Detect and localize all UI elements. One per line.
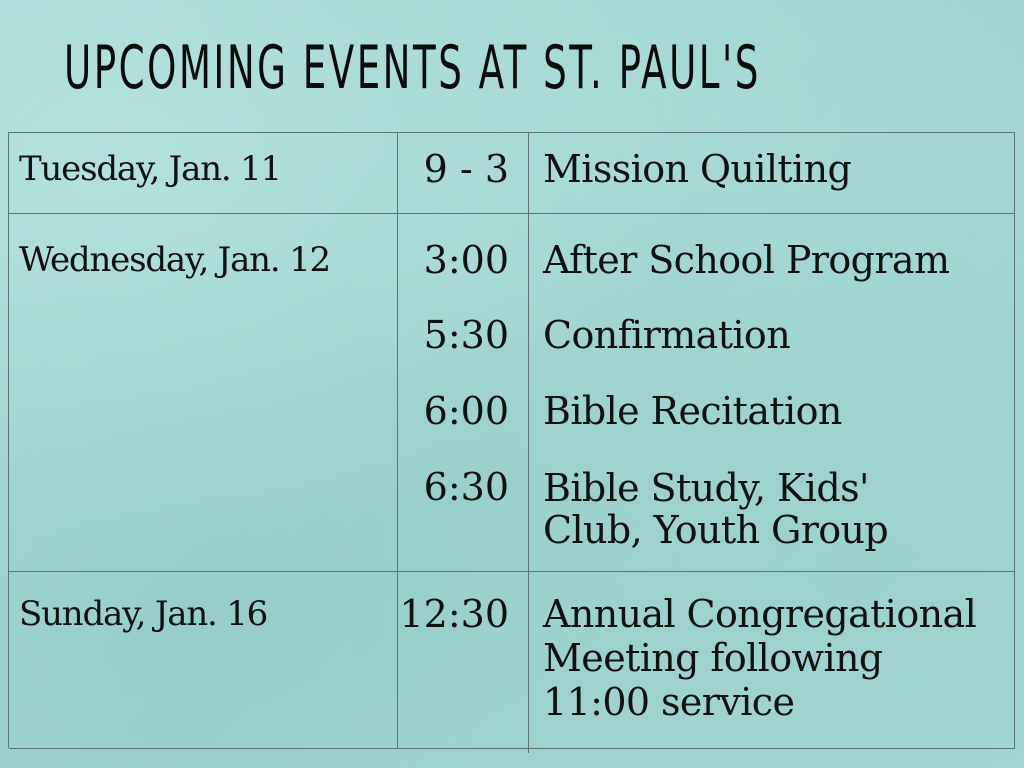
event-day: Tuesday, Jan. 11 — [19, 149, 281, 189]
event-row-wednesday — [9, 214, 1015, 572]
event-activity: Bible Recitation — [543, 389, 842, 433]
event-activity: Annual Congregational Meeting following 11:00 service — [543, 592, 977, 724]
event-day: Sunday, Jan. 16 — [19, 594, 268, 634]
event-activity: Confirmation — [543, 313, 791, 357]
event-time: 12:30 — [399, 592, 509, 636]
event-time: 9 - 3 — [423, 147, 509, 191]
page-title: UPCOMING EVENTS AT ST. PAUL'S — [64, 33, 761, 103]
event-time: 6:30 — [423, 465, 509, 509]
event-time: 6:00 — [423, 389, 509, 433]
events-table — [8, 132, 1015, 748]
event-day: Wednesday, Jan. 12 — [19, 240, 330, 280]
event-activity: Mission Quilting — [543, 147, 852, 191]
event-time: 5:30 — [423, 313, 509, 357]
event-activity: Bible Study, Kids' Club, Youth Group — [543, 466, 889, 552]
event-activity: After School Program — [543, 238, 950, 282]
event-row-tuesday — [9, 133, 1015, 214]
event-time: 3:00 — [423, 238, 509, 282]
event-row-sunday — [9, 572, 1015, 749]
